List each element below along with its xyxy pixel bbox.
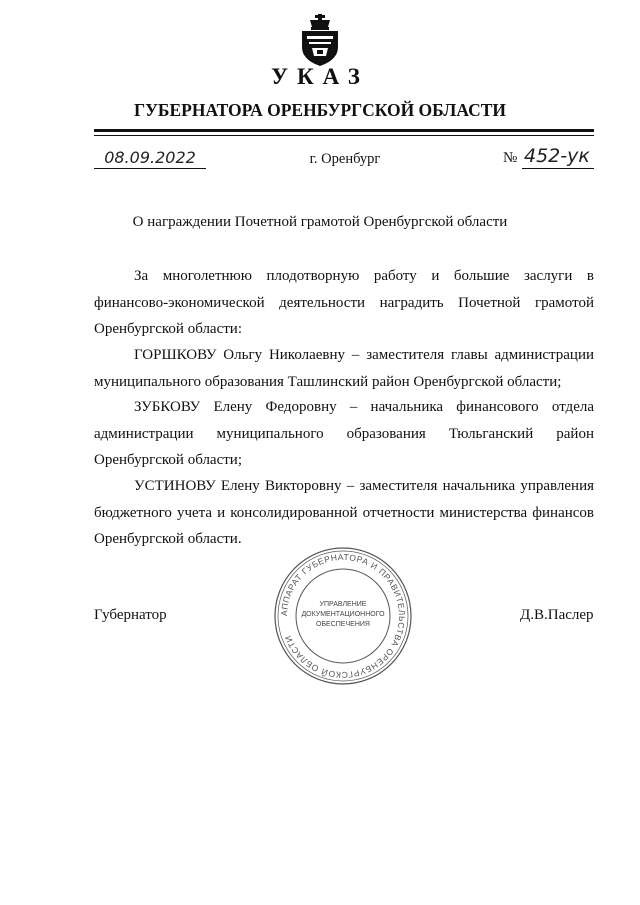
document-subject: О награждении Почетной грамотой Оренбургской области	[132, 214, 508, 230]
document-city: г. Оренбург	[309, 151, 381, 167]
signatory-position: Губернатор	[94, 607, 167, 623]
signatory-name: Д.В.Паслер	[520, 607, 594, 623]
award-item: ГОРШКОВУ Ольгу Николаевну – заместителя главы администрации муниципального образования Ташлинский район Оренбургской области;	[94, 347, 594, 390]
date-underline	[94, 168, 206, 169]
stamp-center-line: ОБЕСПЕЧЕНИЯ	[316, 621, 370, 628]
stamp-center-line: УПРАВЛЕНИЕ	[319, 601, 367, 608]
document-number: 452-ук	[524, 145, 590, 167]
award-intro: За многолетнюю плодотворную работу и большие заслуги в финансово-экономической деятельности наградить Почетной грамотой Оренбургской области:	[94, 268, 594, 337]
document-date: 08.09.2022	[104, 148, 196, 167]
document-subtitle: ГУБЕРНАТОРА ОРЕНБУРГСКОЙ ОБЛАСТИ	[133, 100, 507, 120]
header-rule-thin	[94, 135, 594, 136]
stamp-center-line: ДОКУМЕНТАЦИОННОГО	[301, 611, 385, 618]
award-item: ЗУБКОВУ Елену Федоровну – начальника финансового отдела администрации муниципального образования Тюльганский район Оренбургской области;	[94, 399, 594, 468]
number-underline	[522, 168, 594, 169]
document-title: УКАЗ	[271, 64, 369, 89]
coat-of-arms-icon	[298, 14, 342, 66]
stamp-ring-text: АППАРАТ ГУБЕРНАТОРА И ПРАВИТЕЛЬСТВА ОРЕНБУРГСКОЙ ОБЛАСТИ	[278, 551, 408, 681]
number-label: №	[503, 150, 518, 166]
official-stamp	[272, 545, 414, 687]
award-item: УСТИНОВУ Елену Викторовну – заместителя начальника управления бюджетного учета и консолидированной отчетности министерства финансов Оренбургской области.	[94, 478, 594, 547]
header-rule-thick	[94, 129, 594, 132]
